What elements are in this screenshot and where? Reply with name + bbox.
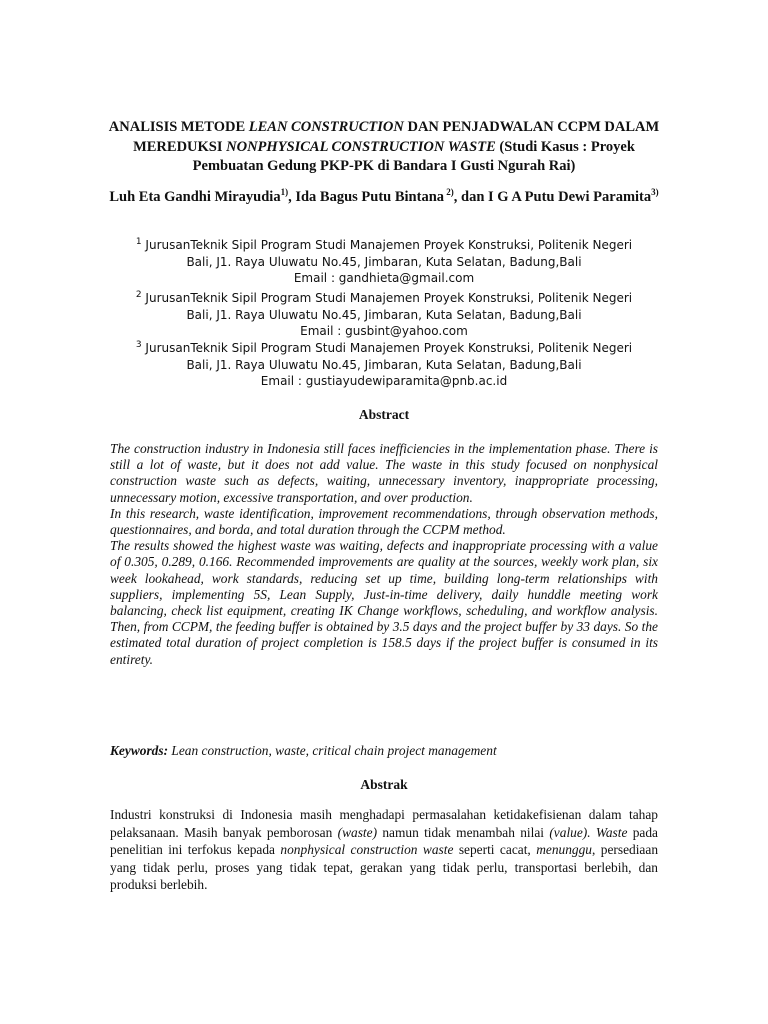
abstract-heading: Abstract	[358, 407, 410, 422]
keywords-label: Keywords:	[110, 743, 169, 758]
affiliation-2-line-1-text: JurusanTeknik Sipil Program Studi Manajemen Proyek Konstruksi, Politenik Negeri	[141, 291, 633, 305]
affiliation-1-line-2: Bali, J1. Raya Uluwatu No.45, Jimbaran, Kuta Selatan, Badung,Bali	[186, 254, 582, 269]
affiliation-3-email: Email : gustiayudewiparamita@pnb.ac.id	[260, 374, 508, 388]
title-part-1: ANALISIS METODE	[108, 119, 249, 135]
author-3-name: , dan I G A Putu Dewi Paramita	[453, 189, 652, 205]
title-part-3: DAN PENJADWALAN CCPM DALAM MEREDUKSI	[133, 119, 660, 155]
abstrak-segment-8: menunggu	[536, 842, 592, 858]
abstrak-indonesian	[110, 806, 658, 894]
author-1-name: Luh Eta Gandhi Mirayudia	[109, 189, 281, 205]
abstrak-heading: Abstrak	[360, 777, 408, 792]
author-3-sup: 3)	[651, 187, 659, 198]
abstrak-segment-5: pada penelitian ini terfokus kepada	[110, 824, 659, 858]
paper-title	[100, 118, 668, 177]
abstract-paragraph-3: The results showed the highest waste was waiting, defects and inappropriate processing with a value of 0.305, 0.289, 0.166. Recommended improvements are quality at the sources, weekly work plan, six week lookahead, work standards, reducing set up time, building long-term relationships with suppliers, implementing 5S, Lean Supply, Just-in-time delivery, daily hunddle meeting work balancing, check list equipment, creating IK Change workflows, scheduling, and workflow analysis. Then, from CCPM, the feeding buffer is obtained by 3.5 days and the project buffer by 33 days. So the estimated total duration of project completion is 158.5 days if the project buffer is consumed in its entirety.	[110, 538, 658, 667]
author-2-sup: 2)	[444, 187, 454, 198]
affiliation-1-email: Email : gandhieta@gmail.com	[293, 271, 475, 285]
affiliation-2-line-2: Bali, J1. Raya Uluwatu No.45, Jimbaran, Kuta Selatan, Badung,Bali	[186, 307, 582, 322]
abstrak-segment-9: , persediaan yang tidak perlu, proses yang tidak tepat, gerakan yang tidak perlu, transportasi berlebih, dan produksi berlebih.	[110, 842, 659, 893]
abstrak-segment-3: namun tidak menambah nilai	[377, 824, 550, 840]
affiliation-3	[100, 340, 668, 390]
affiliation-1	[100, 237, 668, 287]
affiliation-1-line-1	[100, 237, 668, 254]
title-part-4: NONPHYSICAL CONSTRUCTION WASTE	[226, 138, 496, 155]
abstract-english	[110, 441, 658, 668]
keywords-text: Lean construction, waste, critical chain project management	[168, 743, 497, 758]
author-list	[100, 187, 668, 207]
affiliation-3-line-1-text: JurusanTeknik Sipil Program Studi Manajemen Proyek Konstruksi, Politenik Negeri	[141, 341, 633, 355]
abstrak-segment-7: seperti cacat,	[453, 842, 537, 858]
affiliation-3-num: 3	[135, 340, 142, 350]
affiliation-1-num: 1	[135, 237, 142, 247]
abstrak-segment-6: nonphysical construction waste	[280, 842, 454, 858]
affiliation-2-num: 2	[135, 290, 142, 300]
affiliation-2-email: Email : gusbint@yahoo.com	[300, 324, 468, 338]
abstract-paragraph-1: The construction industry in Indonesia still faces inefficiencies in the implementation phase. There is still a lot of waste, but it does not add value. The waste in this study focused on nonphysical construction waste such as defects, waiting, unnecessary inventory, inappropriate processing, unnecessary motion, excessive transportation, and over production.	[110, 441, 658, 505]
affiliation-3-line-2: Bali, J1. Raya Uluwatu No.45, Jimbaran, Kuta Selatan, Badung,Bali	[186, 357, 582, 372]
keywords-line	[110, 742, 658, 760]
author-1-sup: 1)	[280, 187, 289, 198]
affiliation-1-line-1-text: JurusanTeknik Sipil Program Studi Manajemen Proyek Konstruksi, Politenik Negeri	[141, 238, 633, 252]
abstrak-segment-2: (waste)	[337, 824, 378, 840]
abstrak-segment-1: Industri konstruksi di Indonesia masih menghadapi permasalahan ketidakefisienan dalam tahap pelaksanaan. Masih banyak pemborosan	[110, 807, 658, 840]
abstract-paragraph-2: In this research, waste identification, improvement recommendations, through observation methods, questionnaires, and borda, and total duration through the CCPM method.	[110, 505, 658, 538]
affiliation-2-line-1	[100, 290, 668, 307]
abstrak-segment-4: (value). Waste	[549, 824, 628, 840]
affiliation-2	[100, 290, 668, 340]
author-2-name: , Ida Bagus Putu Bintana	[288, 189, 445, 205]
title-part-5: (Studi Kasus : Proyek Pembuatan Gedung PKP-PK di Bandara I Gusti Ngurah Rai)	[192, 138, 635, 174]
title-part-2: LEAN CONSTRUCTION	[248, 119, 404, 135]
affiliation-3-line-1	[100, 340, 668, 357]
